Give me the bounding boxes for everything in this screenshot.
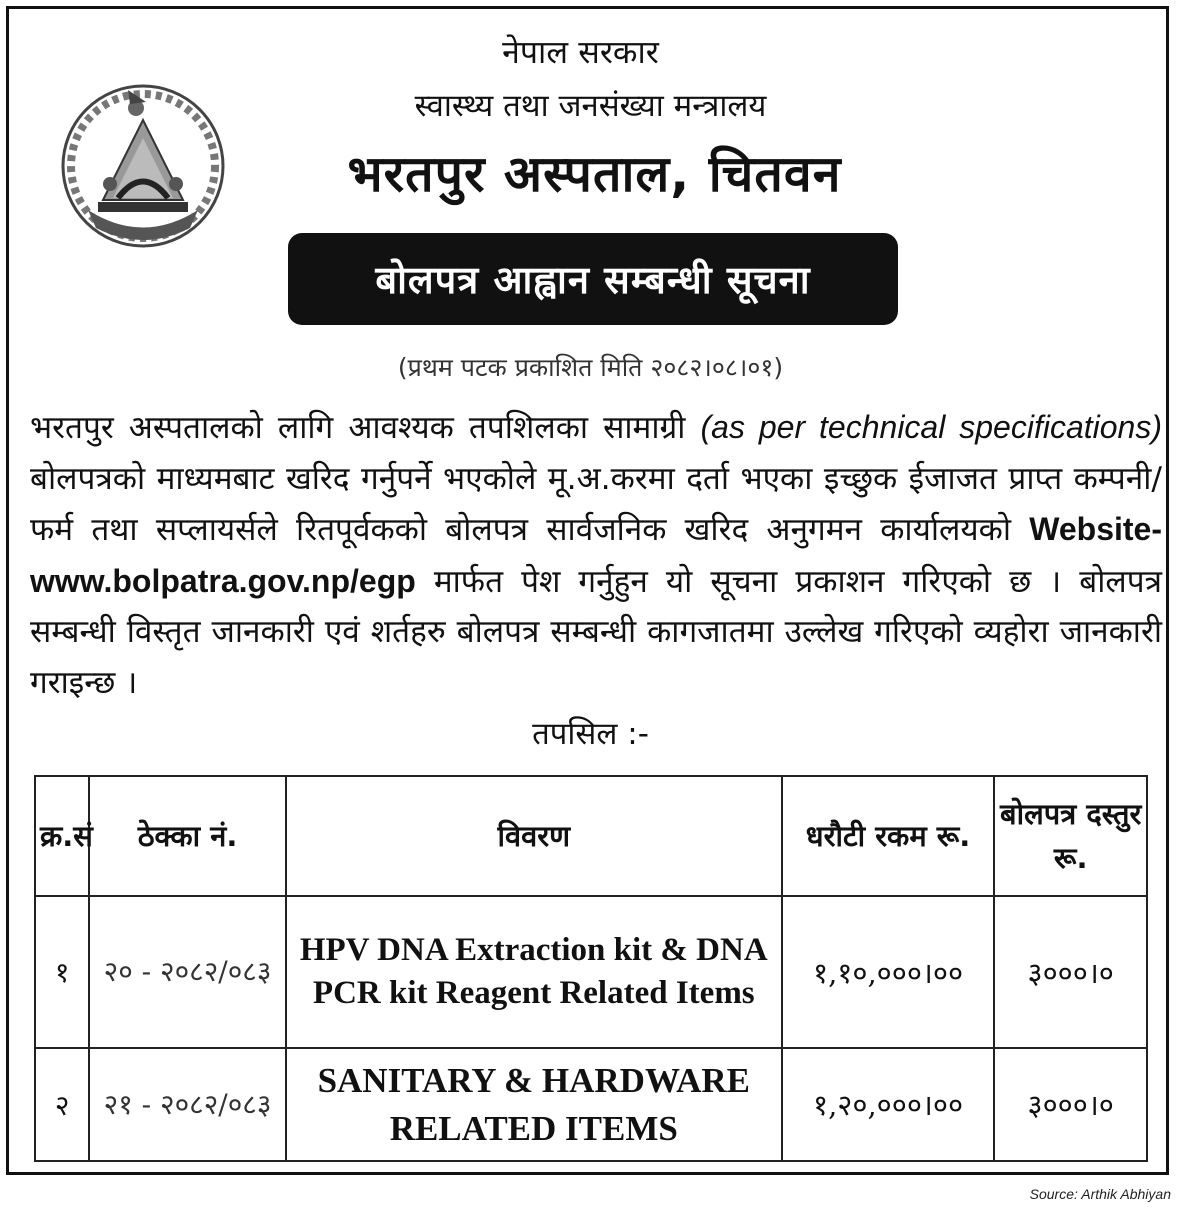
table-row [35,1048,1147,1161]
schedule-label: तपसिल :- [532,716,649,752]
row-sn: २ [35,1048,89,1161]
government-heading: नेपाल सरकार [502,33,659,71]
ministry-heading: स्वास्थ्य तथा जनसंख्या मन्त्रालय [414,88,767,124]
header-fee: बोलपत्र दस्तुर रू. [994,776,1147,896]
row-contract-no: २१ - २०८२/०८३ [89,1048,286,1161]
website-link[interactable]: Website- www.bolpatra.gov.np/egp [30,511,1162,599]
technical-spec-note: (as per technical specifications) [700,409,1163,445]
row-fee: ३०००।० [994,1048,1147,1161]
notice-body [30,402,1162,709]
header-sn: क्र.सं [35,776,89,896]
table-row [35,896,1147,1048]
hospital-heading: भरतपुर अस्पताल, चितवन [347,145,842,203]
source-credit: Source: Arthik Abhiyan [1029,1186,1171,1202]
row-description: SANITARY & HARDWARE RELATED ITEMS [286,1048,782,1161]
row-fee: ३०००।० [994,896,1147,1048]
table-header-row [35,776,1147,896]
publish-date: (प्रथम पटक प्रकाशित मिति २०८२।०८।०१) [397,353,784,382]
tender-table [34,775,1148,1162]
notice-title-box [288,233,898,325]
body-part-2: बोलपत्रको माध्यमबाट खरिद गर्नुपर्ने भएकोले मू.अ.करमा दर्ता भएका इच्छुक ईजाजत प्राप्त कम्पनी/फर्म तथा सप्लायर्सले रितपूर्वकको बोलपत्र सार्वजनिक खरिद अनुगमन कार्यालयको [30,460,1162,549]
row-description: HPV DNA Extraction kit & DNA PCR kit Reagent Related Items [286,896,782,1048]
row-deposit: १,१०,०००।०० [782,896,995,1048]
body-part-1: भरतपुर अस्पतालको लागि आवश्यक तपशिलका सामाग्री [30,410,701,446]
body-part-3: मार्फत पेश गर्नुहुन यो सूचना प्रकाशन गरिएको छ । बोलपत्र सम्बन्धी विस्तृत जानकारी एवं शर्तहरु बोलपत्र सम्बन्धी कागजातमा उल्लेख गरिएको व्यहोरा जानकारी गराइन्छ । [30,563,1162,701]
header-description: विवरण [286,776,782,896]
notice-title: बोलपत्र आह्वान सम्बन्धी सूचना [375,258,811,302]
row-sn: १ [35,896,89,1048]
header-deposit: धरौटी रकम रू. [782,776,995,896]
row-contract-no: २० - २०८२/०८३ [89,896,286,1048]
header-contract-no: ठेक्का नं. [89,776,286,896]
row-deposit: १,२०,०००।०० [782,1048,995,1161]
